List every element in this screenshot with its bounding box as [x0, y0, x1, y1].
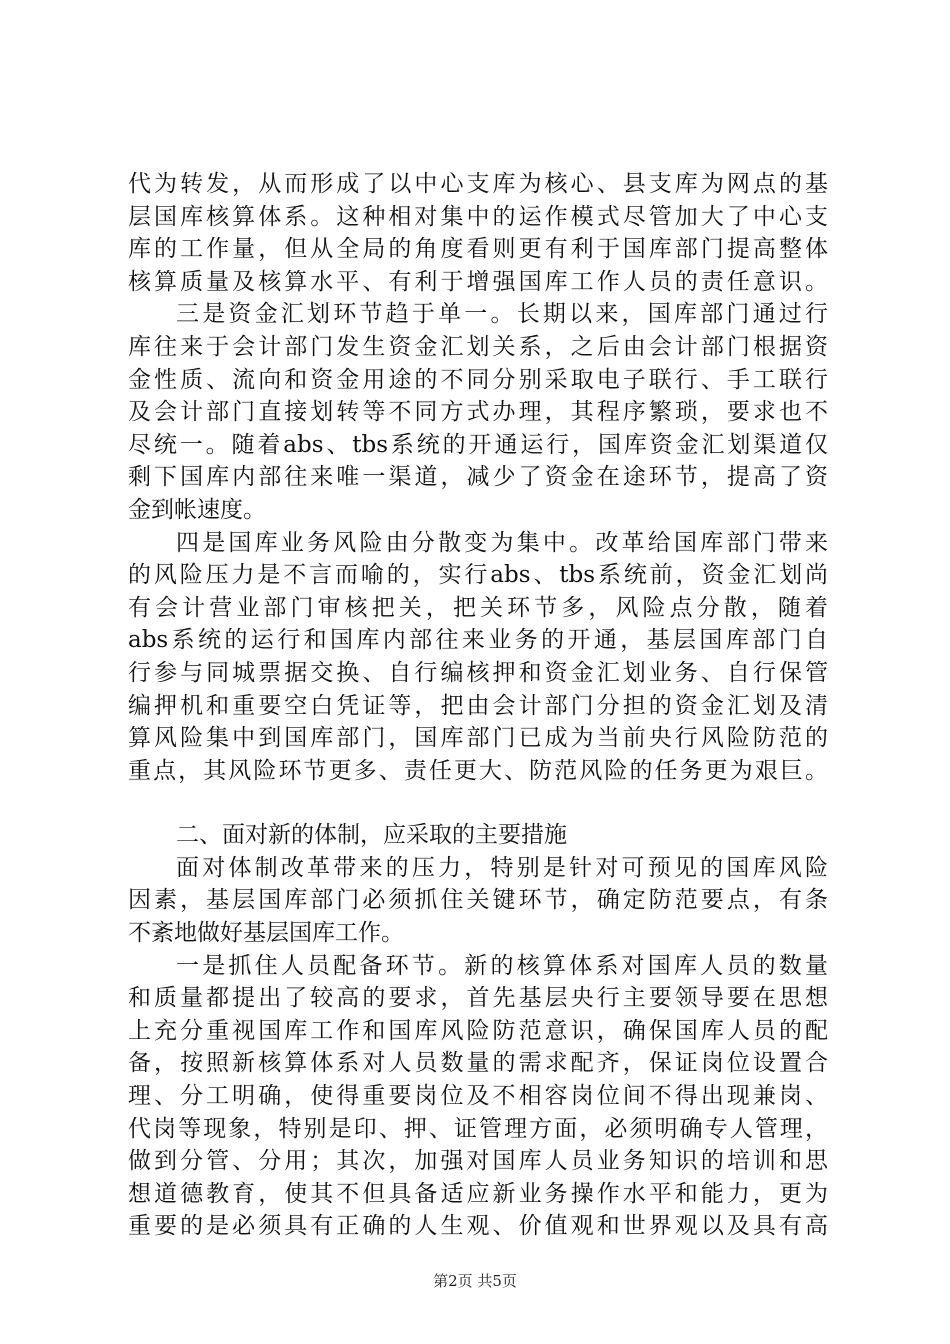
text-line: 三是资金汇划环节趋于单一。长期以来，国库部门通过行: [176, 301, 828, 328]
text-line: 因素，基层国库部门必须抓住关键环节，确定防范要点，有条: [128, 887, 828, 914]
text-line: 层国库核算体系。这种相对集中的运作模式尽管加大了中心支: [128, 203, 828, 230]
text-line: 不紊地做好基层国库工作。: [128, 920, 404, 947]
text-line: 金到帐速度。: [128, 496, 266, 523]
text-line: 尽统一。随着abs、tbs系统的开通运行，国库资金汇划渠道仅: [128, 431, 828, 458]
text-line: 重要的是必须具有正确的人生观、价值观和世界观以及具有高: [128, 1213, 828, 1240]
text-line: 和质量都提出了较高的要求，首先基层央行主要领导要在思想: [128, 985, 828, 1012]
page-number-label: 第2页 共5页: [433, 1272, 517, 1290]
text-line: 金性质、流向和资金用途的不同分别采取电子联行、手工联行: [128, 366, 828, 393]
text-line: 库的工作量，但从全局的角度看则更有利于国库部门提高整体: [128, 236, 828, 263]
page-footer: [0, 1270, 950, 1291]
paragraph-three: [128, 298, 828, 526]
text-line: 有会计营业部门审核把关，把关环节多，风险点分散，随着: [128, 594, 828, 621]
text-line: 上充分重视国库工作和国库风险防范意识，确保国库人员的配: [128, 1017, 828, 1044]
text-line: 的风险压力是不言而喻的，实行abs、tbs系统前，资金汇划尚: [128, 562, 828, 589]
text-line: 重点，其风险环节更多、责任更大、防范风险的任务更为艰巨。: [128, 757, 828, 784]
text-line: 想道德教育，使其不但具备适应新业务操作水平和能力，更为: [128, 1180, 828, 1207]
text-line: 剩下国库内部往来唯一渠道，减少了资金在途环节，提高了资: [128, 464, 828, 491]
text-line: 库往来于会计部门发生资金汇划关系，之后由会计部门根据资: [128, 333, 828, 360]
text-line: 四是国库业务风险由分散变为集中。改革给国库部门带来: [176, 529, 828, 556]
text-line: 行参与同城票据交换、自行编核押和资金汇划业务、自行保管: [128, 659, 828, 686]
text-line: 算风险集中到国库部门，国库部门已成为当前央行风险防范的: [128, 725, 828, 752]
heading-line: 二、面对新的体制，应采取的主要措施: [176, 822, 567, 849]
text-line: 及会计部门直接划转等不同方式办理，其程序繁琐，要求也不: [128, 399, 828, 426]
paragraph-one: [128, 950, 828, 1243]
paragraph-gap: [128, 787, 828, 819]
text-line: 备，按照新核算体系对人员数量的需求配齐，保证岗位设置合: [128, 1050, 828, 1077]
paragraph-four: [128, 527, 828, 788]
text-line: 面对体制改革带来的压力，特别是针对可预见的国库风险: [176, 854, 828, 881]
text-line: 核算质量及核算水平、有利于增强国库工作人员的责任意识。: [128, 268, 828, 295]
text-line: 代岗等现象，特别是印、押、证管理方面，必须明确专人管理，: [128, 1115, 828, 1142]
text-line: abs系统的运行和国库内部往来业务的开通，基层国库部门自: [128, 627, 828, 654]
text-line: 代为转发，从而形成了以中心支库为核心、县支库为网点的基: [128, 171, 828, 197]
section-heading: [128, 819, 828, 852]
paragraph-continuation: [128, 168, 828, 298]
text-line: 编押机和重要空白凭证等，把由会计部门分担的资金汇划及清: [128, 692, 828, 719]
body-text: [128, 168, 828, 1243]
text-line: 做到分管、分用；其次，加强对国库人员业务知识的培训和思: [128, 1148, 828, 1175]
text-line: 理、分工明确，使得重要岗位及不相容岗位间不得出现兼岗、: [128, 1083, 828, 1110]
text-line: 一是抓住人员配备环节。新的核算体系对国库人员的数量: [176, 952, 828, 979]
paragraph-intro: [128, 852, 828, 950]
